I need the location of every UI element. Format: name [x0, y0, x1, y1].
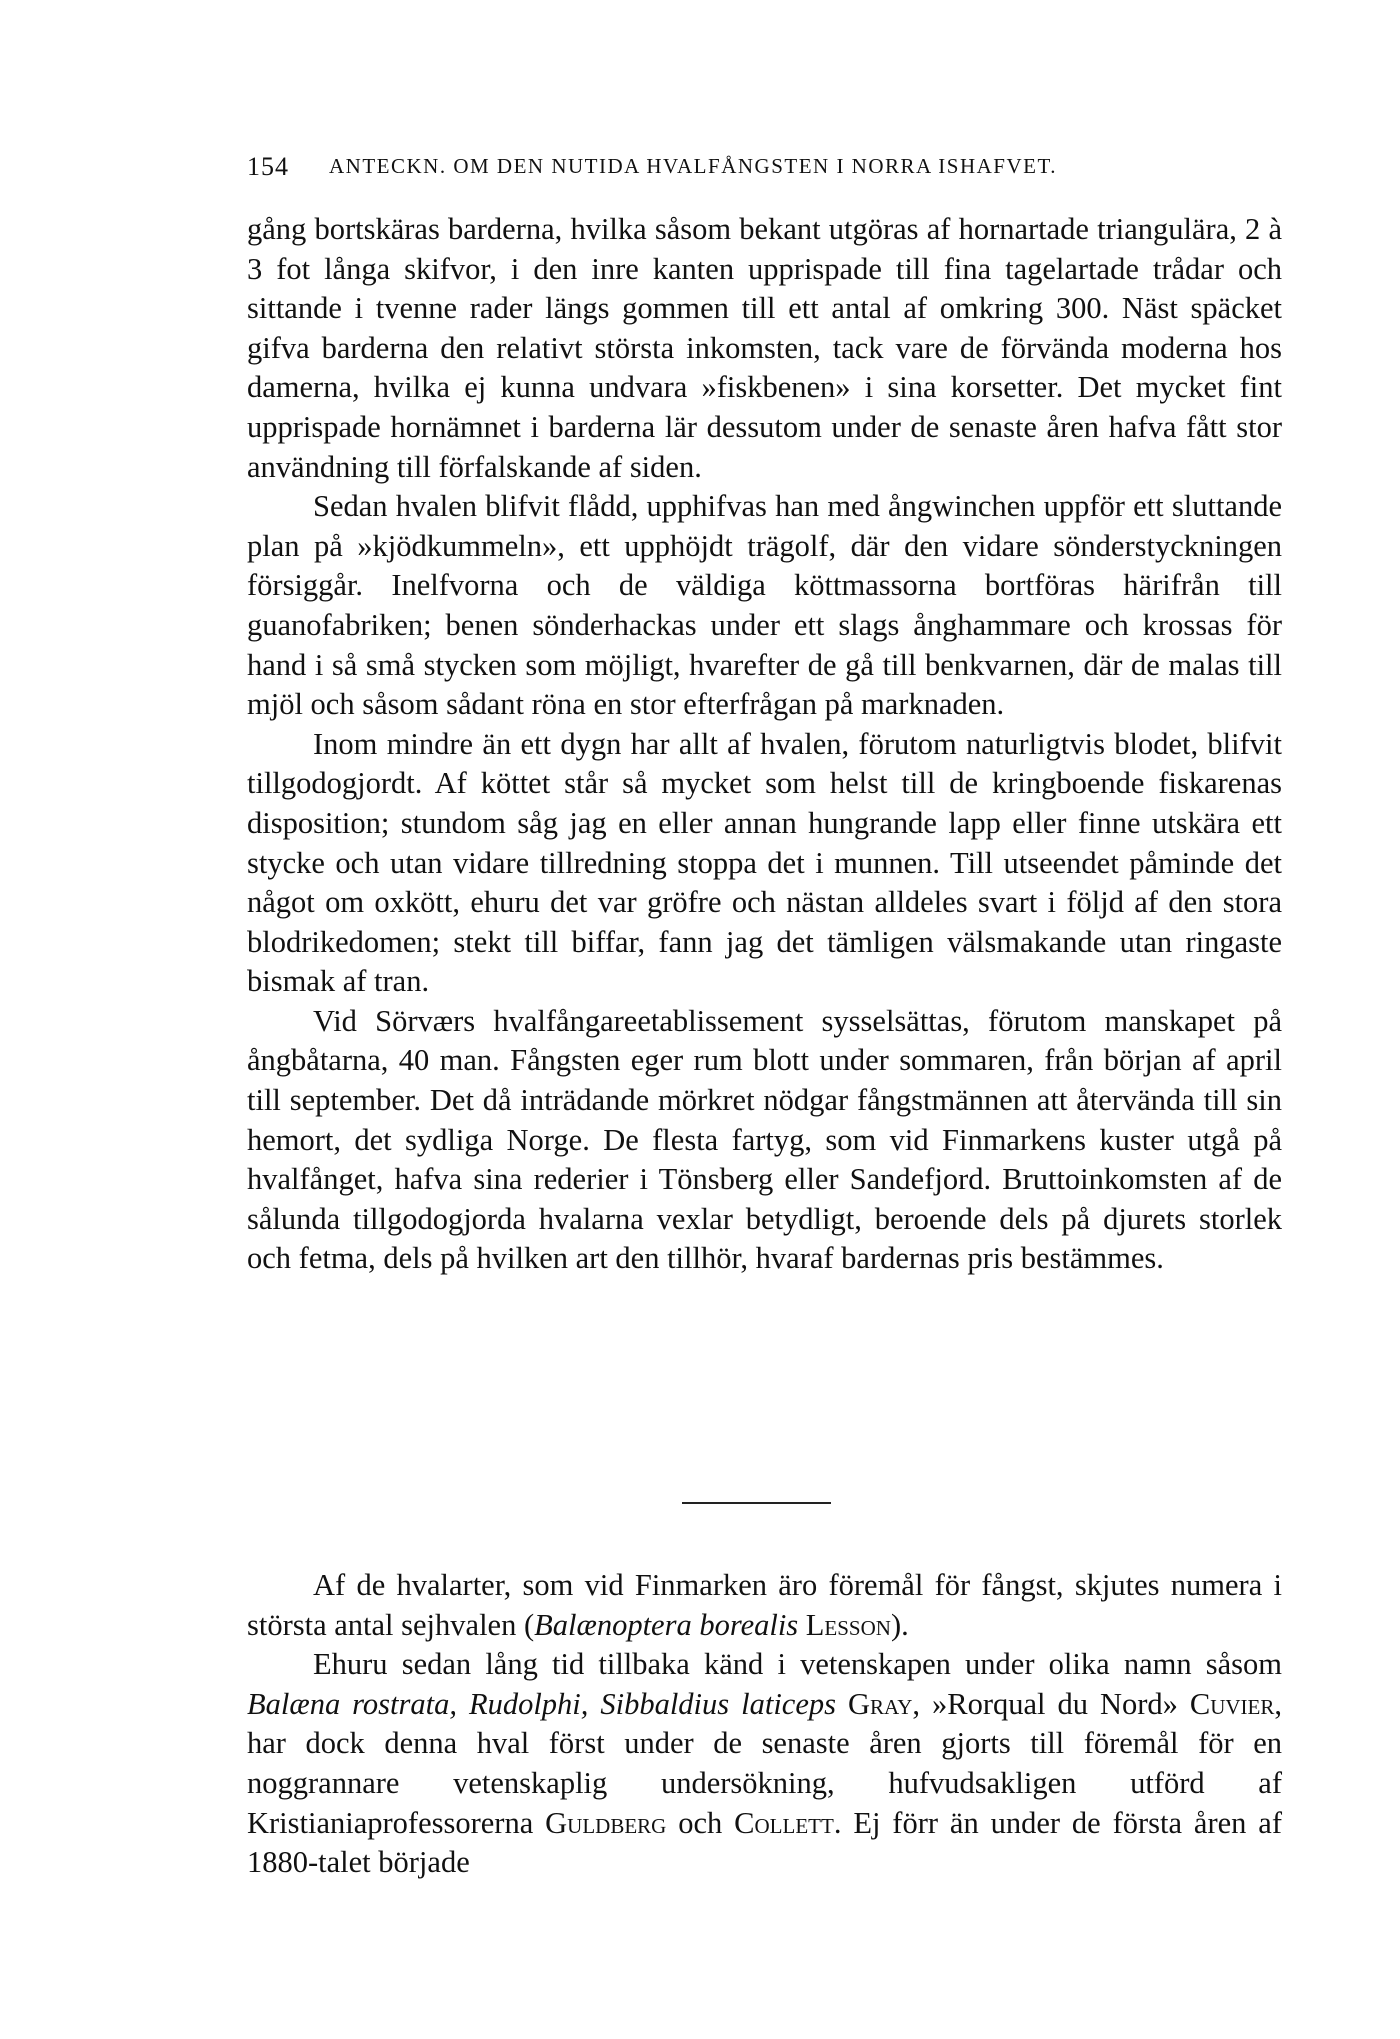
- paragraph: [247, 1566, 1282, 1645]
- author-name: Cuvier: [1189, 1686, 1275, 1721]
- text-run: . Ej förr än under de första åren af 1880-talet började: [247, 1805, 1282, 1880]
- body-text-section-2: [247, 1566, 1282, 1883]
- paragraph: [247, 1645, 1282, 1883]
- section-separator-rule: [682, 1502, 831, 1504]
- paragraph: Inom mindre än ett dygn har allt af hvalen, förutom naturligtvis blodet, blifvit tillgodogjordt. Af köttet står så mycket som helst till de kringboende fiskarenas disposition; stundom såg jag en eller annan hungrande lapp eller finne utskära ett stycke och utan vidare tillredning stoppa det i munnen. Till utseendet påminde det något om oxkött, ehuru det var gröfre och nästan alldeles svart i följd af den stora blodrikedomen; stekt till biffar, fann jag det tämligen välsmakande utan ringaste bismak af tran.: [247, 726, 1282, 999]
- text-run: Ehuru sedan lång tid tillbaka känd i vetenskapen under olika namn såsom: [313, 1647, 1282, 1682]
- text-run: Af de hvalarter, som vid Finmarken äro föremål för fångst, skjutes numera i största antal sejhvalen (: [247, 1568, 1282, 1642]
- species-name: Balæna rostrata, Rudolphi, Sibbaldius laticeps: [247, 1686, 836, 1721]
- author-name: Collett: [734, 1805, 834, 1840]
- author-name: Guldberg: [545, 1805, 667, 1840]
- text-run: ).: [890, 1607, 909, 1642]
- species-name: Balænoptera borealis: [534, 1607, 799, 1642]
- paragraph: Vid Sörværs hvalfångareetablissement sysselsättas, förutom manskapet på ångbåtarna, 40 man. Fångsten eger rum blott under sommaren, från början af april till september. Det då inträdande mörkret nödgar fångstmännen att återvända till sin hemort, det sydliga Norge. De flesta fartyg, som vid Finmarkens kuster utgå på hvalfånget, hafva sina rederier i Tönsberg eller Sandefjord. Bruttoinkomsten af de sålunda tillgodogjorda hvalarna vexlar betydligt, beroende dels på djurets storlek och fetma, dels på hvilken art den tillhör, hvaraf bardernas pris bestämmes.: [247, 1003, 1282, 1276]
- body-text-section-1: [247, 210, 1282, 1279]
- page-number: 154: [247, 152, 289, 181]
- paragraph-continued: gång bortskäras barderna, hvilka såsom bekant utgöras af hornartade triangulära, 2 à 3 fot långa skifvor, i den inre kanten upprispade till fina tagelartade trådar och sittande i tvenne rader längs gommen till ett antal af omkring 300. Näst späcket gifva barderna den relativt största inkomsten, tack vare de förvända moderna hos damerna, hvilka ej kunna undvara »fiskbenen» i sina korsetter. Det mycket fint upprispade hornämnet i barderna lär dessutom under de senaste åren hafva fått stor användning till förfalskande af siden.: [247, 212, 1282, 484]
- text-run: , »Rorqual du Nord»: [912, 1686, 1190, 1721]
- author-name: Lesson: [805, 1607, 891, 1642]
- running-title: ANTECKN. OM DEN NUTIDA HVALFÅNGSTEN I NORRA ISHAFVET.: [329, 154, 1057, 178]
- text-run: och: [666, 1805, 735, 1840]
- paragraph: Sedan hvalen blifvit flådd, upphifvas han med ångwinchen uppför ett sluttande plan på »kjödkummeln», ett upphöjdt trägolf, där den vidare sönderstyckningen försiggår. Inelfvorna och de väldiga köttmassorna bortföras härifrån till guanofabriken; benen sönderhackas under ett slags ånghammare och krossas för hand i så små stycken som möjligt, hvarefter de gå till benkvarnen, där de malas till mjöl och såsom sådant röna en stor efterfrågan på marknaden.: [247, 489, 1282, 722]
- text-run: , har dock denna hval först under de senaste åren gjorts till föremål för en noggrannare vetenskaplig undersökning, hufvudsakligen utförd af Kristianiaprofessorerna: [247, 1686, 1283, 1840]
- running-head: [247, 152, 1282, 192]
- author-name: Gray: [847, 1686, 913, 1721]
